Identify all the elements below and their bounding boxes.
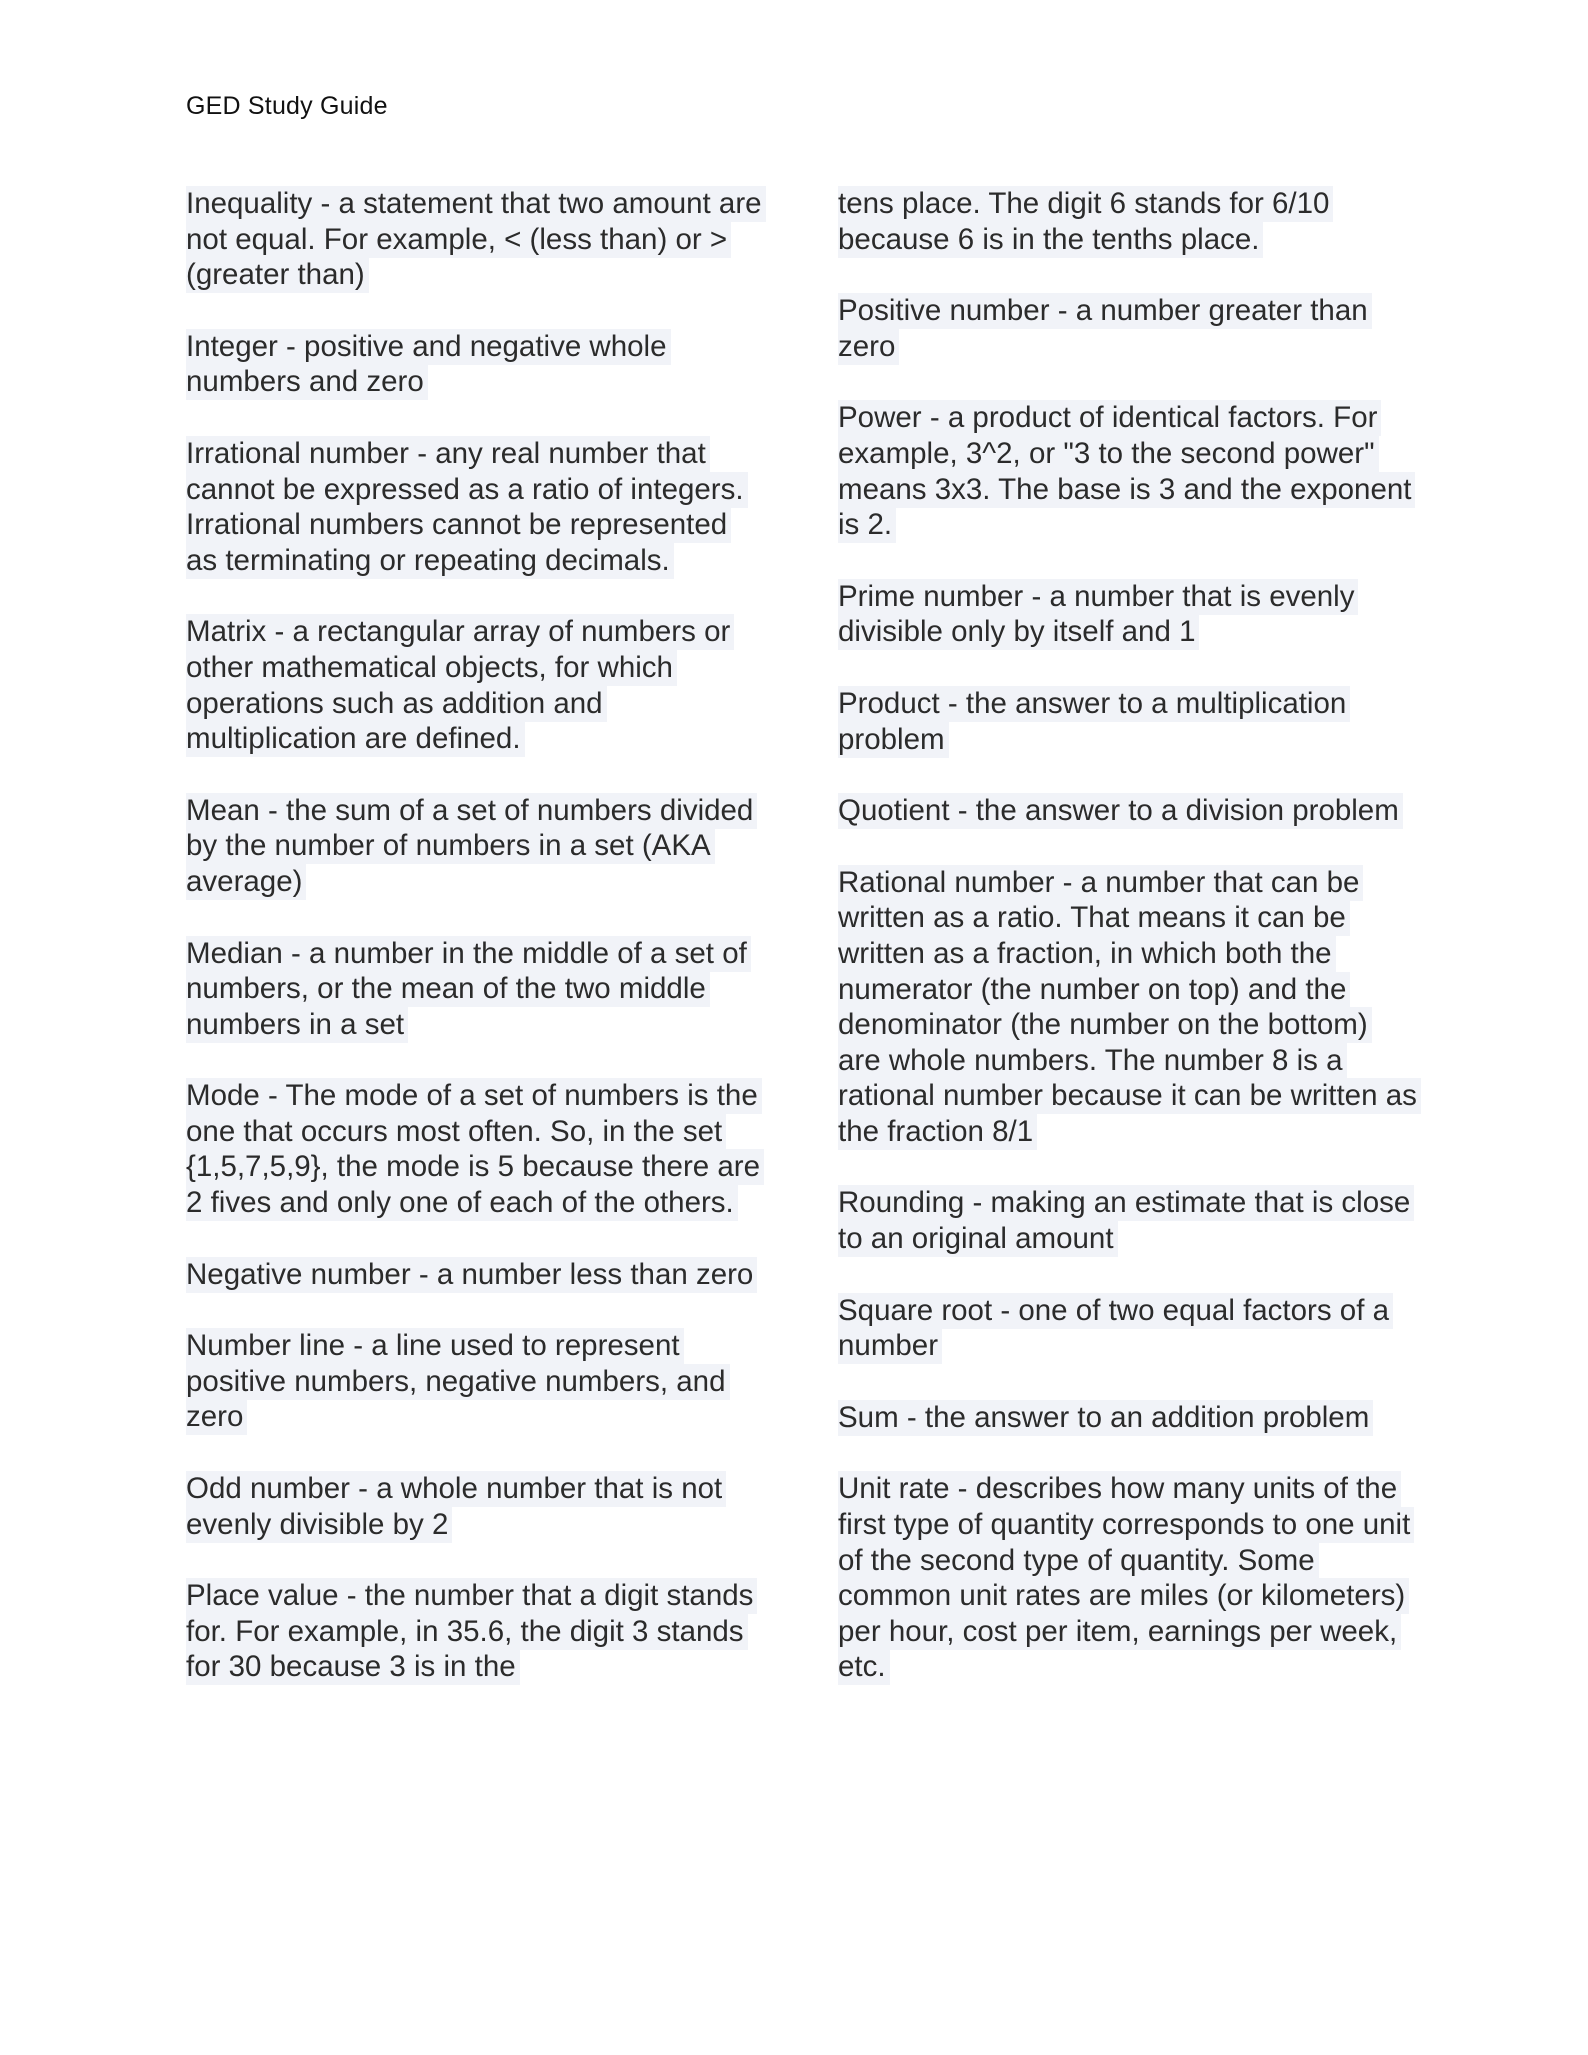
page-header [186, 92, 388, 121]
definition-negative-number: Negative number - a number less than zero [186, 1257, 766, 1293]
definition-integer: Integer - positive and negative whole numbers and zero [186, 329, 766, 400]
definition-mean: Mean - the sum of a set of numbers divided by the number of numbers in a set (AKA average) [186, 793, 766, 900]
definition-odd-number: Odd number - a whole number that is not evenly divisible by 2 [186, 1471, 766, 1542]
definition-sum: Sum - the answer to an addition problem [838, 1400, 1418, 1436]
definition-quotient: Quotient - the answer to a division problem [838, 793, 1418, 829]
definition-power: Power - a product of identical factors. For example, 3^2, or "3 to the second power" means 3x3. The base is 3 and the exponent is 2. [838, 400, 1418, 542]
definition-irrational-number: Irrational number - any real number that cannot be expressed as a ratio of integers. Irrational numbers cannot be represented as terminating or repeating decimals. [186, 436, 766, 578]
definition-rounding: Rounding - making an estimate that is close to an original amount [838, 1185, 1418, 1256]
header-title: GED Study Guide [186, 92, 388, 120]
definition-unit-rate: Unit rate - describes how many units of the first type of quantity corresponds to one unit of the second type of quantity. Some common unit rates are miles (or kilometers) per hour, cost per item, earnings per week, etc. [838, 1471, 1418, 1685]
definition-positive-number: Positive number - a number greater than zero [838, 293, 1418, 364]
definition-rational-number: Rational number - a number that can be written as a ratio. That means it can be written as a fraction, in which both the numerator (the number on top) and the denominator (the number on the bottom) are whole numbers. The number 8 is a rational number because it can be written as the fraction 8/1 [838, 865, 1418, 1150]
definition-number-line: Number line - a line used to represent positive numbers, negative numbers, and zero [186, 1328, 766, 1435]
definition-median: Median - a number in the middle of a set of numbers, or the mean of the two middle numbers in a set [186, 936, 766, 1043]
definition-inequality: Inequality - a statement that two amount are not equal. For example, < (less than) or > (greater than) [186, 186, 766, 293]
definition-matrix: Matrix - a rectangular array of numbers or other mathematical objects, for which operations such as addition and multiplication are defined. [186, 614, 766, 756]
definition-product: Product - the answer to a multiplication problem [838, 686, 1418, 757]
right-column [838, 186, 1418, 1721]
definition-place-value-continued: tens place. The digit 6 stands for 6/10 because 6 is in the tenths place. [838, 186, 1418, 257]
definition-prime-number: Prime number - a number that is evenly divisible only by itself and 1 [838, 579, 1418, 650]
definition-square-root: Square root - one of two equal factors of a number [838, 1293, 1418, 1364]
definition-mode: Mode - The mode of a set of numbers is the one that occurs most often. So, in the set {1,5,7,5,9}, the mode is 5 because there are 2 fives and only one of each of the others. [186, 1078, 766, 1220]
definition-place-value: Place value - the number that a digit stands for. For example, in 35.6, the digit 3 stands for 30 because 3 is in the [186, 1578, 766, 1685]
left-column [186, 186, 766, 1721]
